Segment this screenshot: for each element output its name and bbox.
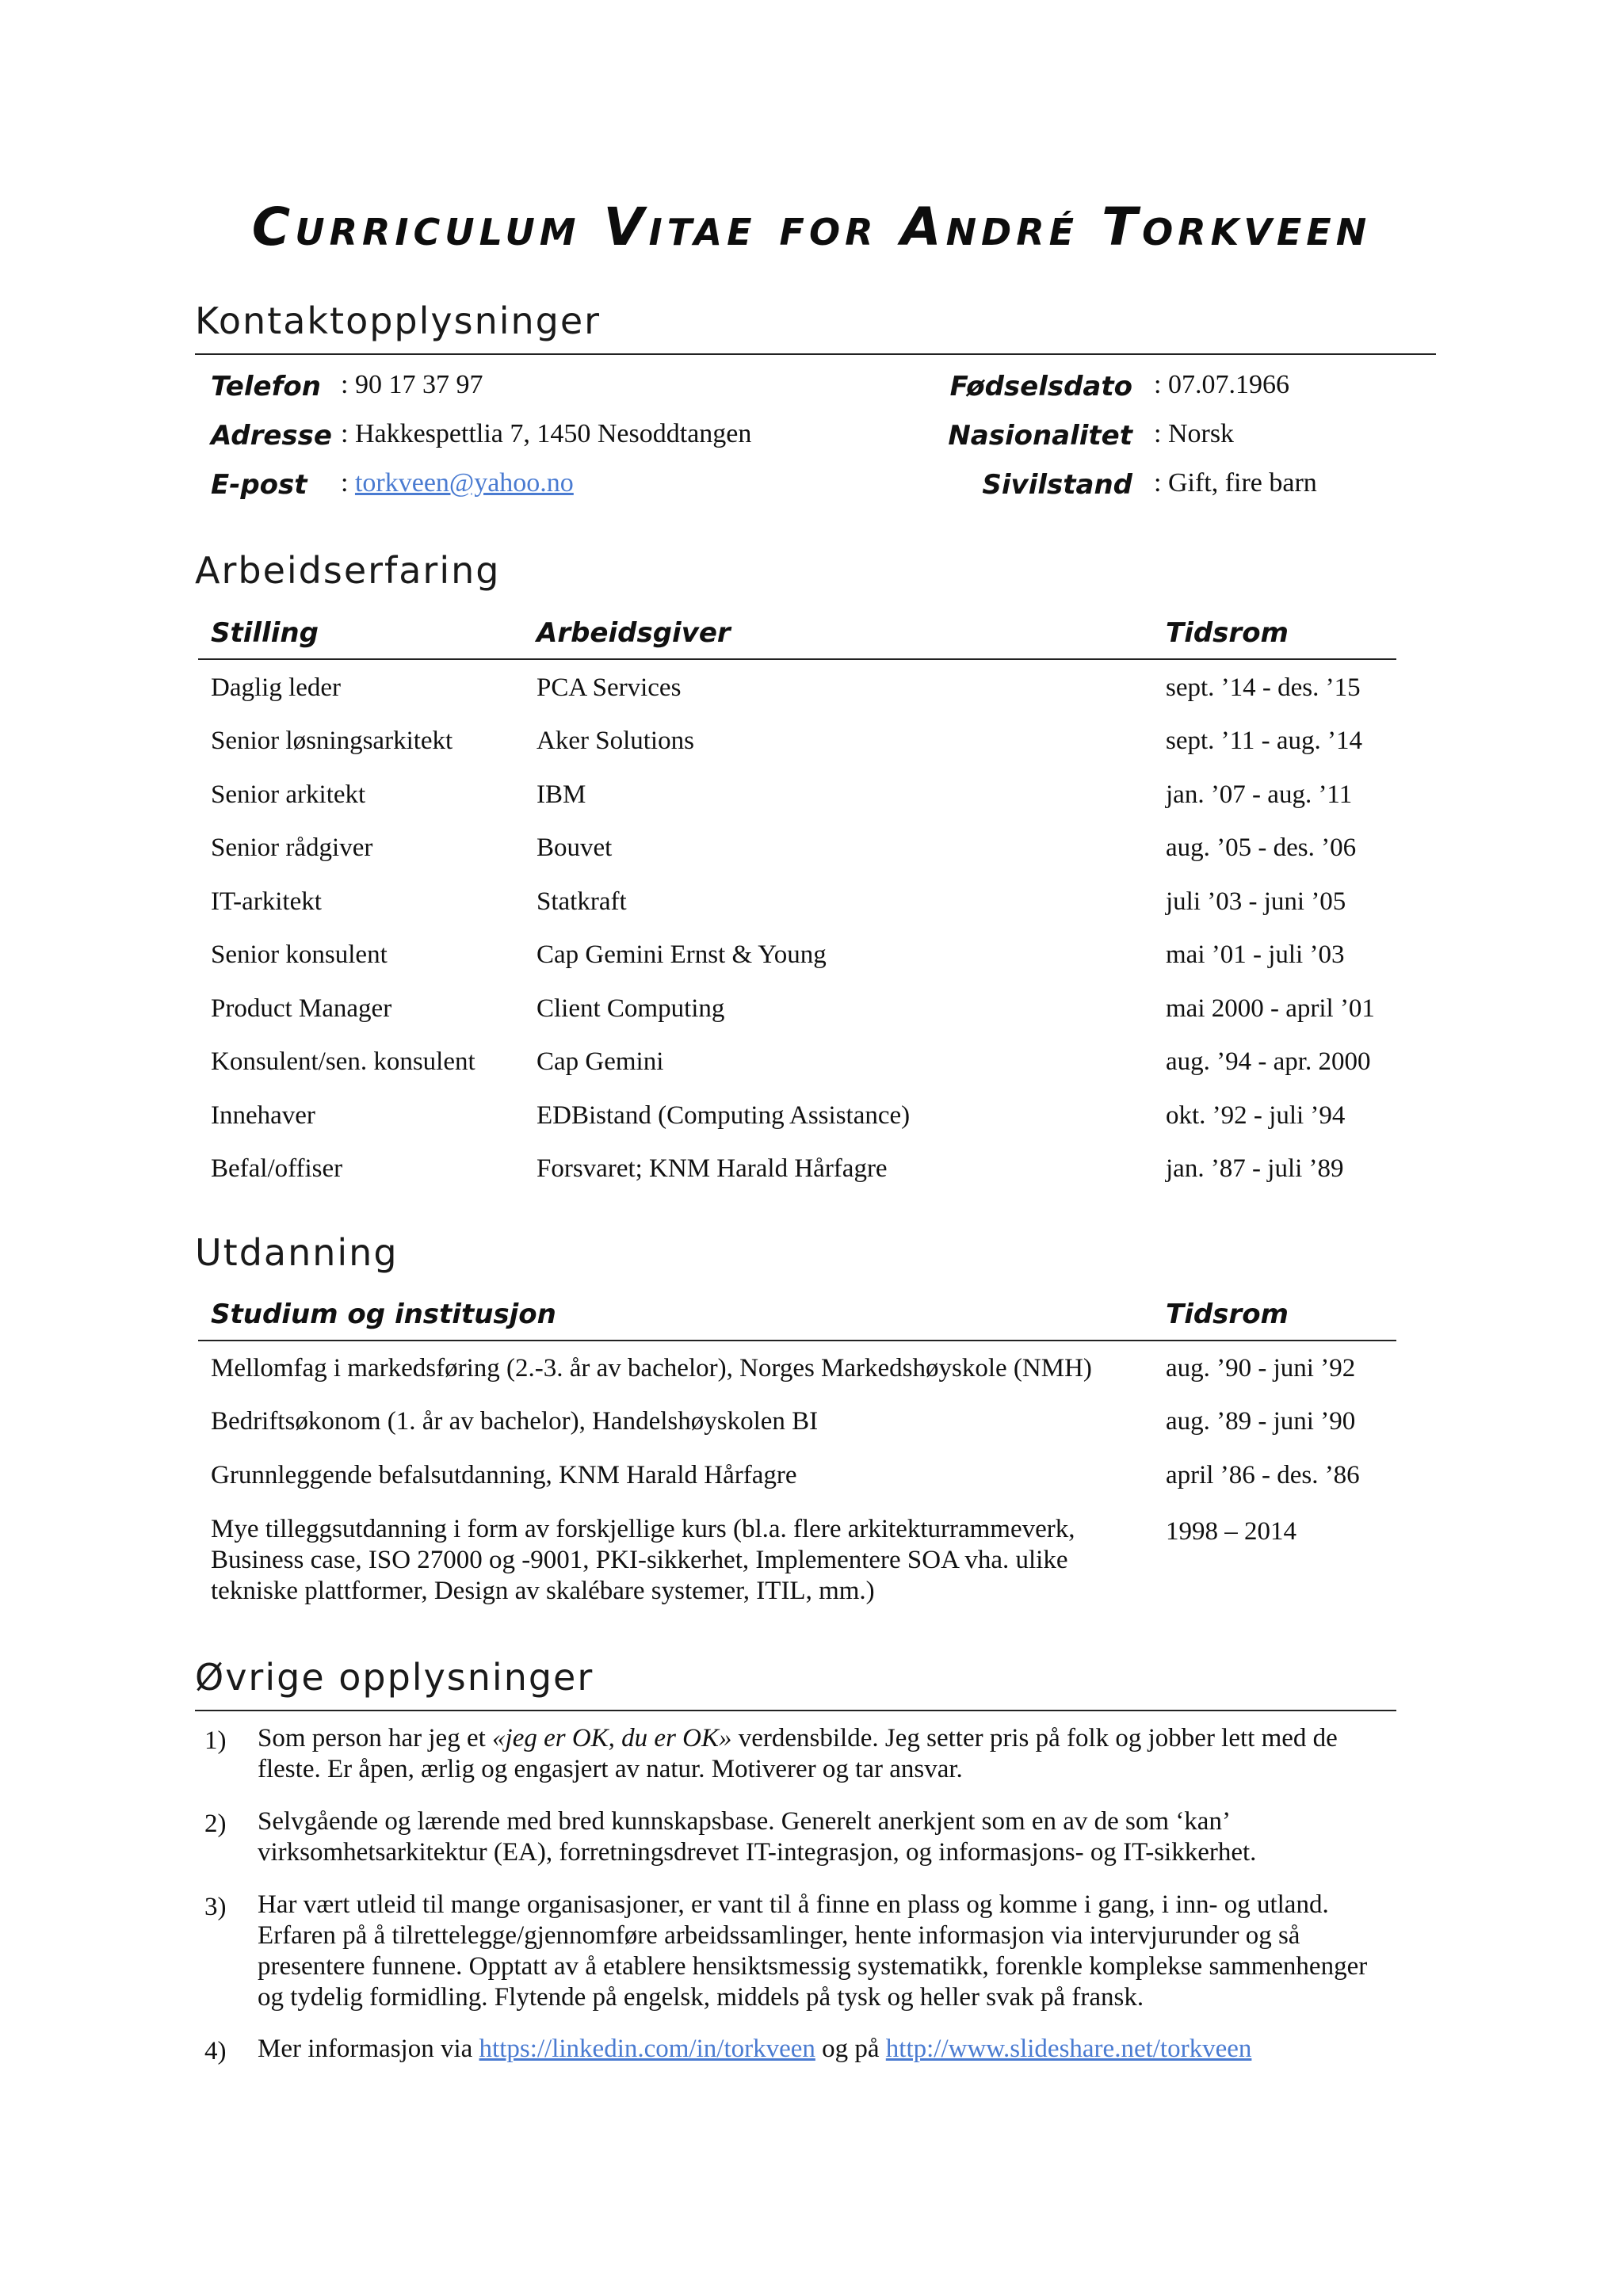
table-row-employer: PCA Services — [537, 673, 682, 702]
label-adresse: Adresse — [211, 420, 332, 452]
value-nasjonalitet: : Norsk — [1154, 419, 1235, 448]
table-row-period: mai ’01 - juli ’03 — [1166, 940, 1345, 969]
table-row-role: Konsulent/sen. konsulent — [211, 1047, 475, 1076]
table-row-period: aug. ’90 - juni ’92 — [1166, 1354, 1356, 1383]
label-fodselsdato: Fødselsdato — [949, 371, 1132, 402]
list-item-text: Mer informasjon via — [258, 2035, 479, 2063]
list-item-number: 4) — [204, 2037, 227, 2065]
value-epost — [341, 470, 574, 497]
table-row-period: juli ’03 - juni ’05 — [1166, 887, 1346, 916]
list-item-number: 2) — [204, 1810, 227, 1838]
table-row-role: Daglig leder — [211, 673, 342, 702]
list-item-text: verdensbilde. Jeg setter pris på folk og jobber lett med de fleste. Er åpen, ærlig og engasjert av natur. Motiverer og tar ansvar. — [258, 1724, 1338, 1783]
section-heading-contact: Kontaktopplysninger — [195, 299, 601, 342]
table-row-role: Senior løsningsarkitekt — [211, 727, 453, 755]
table-row-period: 1998 – 2014 — [1166, 1517, 1296, 1546]
value-adresse: : Hakkespettlia 7, 1450 Nesoddtangen — [341, 419, 752, 448]
list-item-emphasis: «jeg er OK, du er OK» — [492, 1724, 732, 1753]
slideshare-link[interactable]: http://www.slideshare.net/torkveen — [885, 2035, 1252, 2063]
table-row-employer: Statkraft — [537, 887, 627, 916]
col-header-tidsrom-edu: Tidsrom — [1166, 1299, 1289, 1330]
table-row-employer: Aker Solutions — [537, 727, 694, 755]
table-row-period: jan. ’07 - aug. ’11 — [1166, 780, 1353, 809]
col-header-tidsrom: Tidsrom — [1166, 617, 1289, 649]
section-heading-education: Utdanning — [195, 1231, 399, 1274]
table-row-employer: Bouvet — [537, 833, 613, 862]
col-header-arbeidsgiver: Arbeidsgiver — [537, 617, 731, 649]
table-row-period: mai 2000 - april ’01 — [1166, 994, 1375, 1023]
linkedin-link[interactable]: https://linkedin.com/in/torkveen — [479, 2035, 815, 2063]
table-row-period: sept. ’14 - des. ’15 — [1166, 673, 1361, 702]
col-header-stilling: Stilling — [211, 617, 319, 649]
table-row-employer: EDBistand (Computing Assistance) — [537, 1101, 911, 1130]
page-title: Curriculum Vitae for André Torkveen — [251, 196, 1372, 257]
list-item-number: 3) — [204, 1893, 227, 1921]
list-item: Selvgående og lærende med bred kunnskapsbase. Generelt anerkjent som en av de som ‘kan’ virksomhetsarkitektur (EA), forretningsdrevet IT-integrasjon, og informasjons- og IT-sikkerhet. — [258, 1807, 1257, 1867]
table-row-role: Innehaver — [211, 1101, 315, 1130]
value-telefon: : 90 17 37 97 — [341, 370, 483, 399]
table-row-study: Mye tilleggsutdanning i form av forskjellige kurs (bl.a. flere arkitekturrammeverk, Business case, ISO 27000 og -9001, PKI-sikkerhet, Implementere SOA vha. ulike tekniske plattformer, Design av skalébare systemer, ITIL, mm.) — [211, 1515, 1075, 1605]
list-item — [258, 1723, 1383, 1785]
table-row-employer: IBM — [537, 780, 586, 809]
list-item-number: 1) — [204, 1726, 227, 1755]
table-row-role: Product Manager — [211, 994, 392, 1023]
label-telefon: Telefon — [211, 371, 321, 402]
label-sivilstand: Sivilstand — [982, 469, 1132, 501]
value-fodselsdato: : 07.07.1966 — [1154, 370, 1289, 399]
label-epost: E-post — [211, 469, 307, 501]
list-item-text: og på — [815, 2035, 886, 2063]
table-row-employer: Forsvaret; KNM Harald Hårfagre — [537, 1154, 888, 1183]
table-row-study: Bedriftsøkonom (1. år av bachelor), Handelshøyskolen BI — [211, 1407, 819, 1436]
table-row-study: Grunnleggende befalsutdanning, KNM Harald Hårfagre — [211, 1461, 797, 1489]
table-row-period: aug. ’89 - juni ’90 — [1166, 1407, 1356, 1436]
section-heading-other: Øvrige opplysninger — [195, 1656, 594, 1699]
table-row-period: sept. ’11 - aug. ’14 — [1166, 727, 1363, 755]
table-row-employer: Cap Gemini — [537, 1047, 664, 1076]
table-row-study: Mellomfag i markedsføring (2.-3. år av bachelor), Norges Markedshøyskole (NMH) — [211, 1354, 1092, 1383]
table-row-role: Senior rådgiver — [211, 833, 373, 862]
list-item: Har vært utleid til mange organisasjoner, er vant til å finne en plass og komme i gang, i inn- og utland. Erfaren på å tilrettelegge/gjennomføre arbeidssamlinger, hente informasjon via intervjurunder og så presentere funnene. Opptatt av å etablere hensiktsmessig systematikk, forenkle komplekse sammenhenger og tydelig formidling. Flytende på engelsk, middels på tysk og heller svak på fransk. — [258, 1890, 1368, 2012]
table-row-role: Senior arkitekt — [211, 780, 366, 809]
table-row-period: aug. ’94 - apr. 2000 — [1166, 1047, 1371, 1076]
email-link[interactable]: torkveen@yahoo.no — [354, 468, 574, 498]
table-row-period: okt. ’92 - juli ’94 — [1166, 1101, 1346, 1130]
table-row-period: jan. ’87 - juli ’89 — [1166, 1154, 1344, 1183]
table-row-role: Befal/offiser — [211, 1154, 343, 1183]
table-row-employer: Client Computing — [537, 994, 725, 1023]
table-row-role: IT-arkitekt — [211, 887, 322, 916]
table-rule-education — [198, 1340, 1396, 1341]
section-rule-contact — [195, 353, 1436, 355]
label-nasjonalitet: Nasionalitet — [948, 420, 1132, 452]
list-item — [258, 2034, 1383, 2065]
section-rule-other — [195, 1710, 1396, 1711]
table-row-period: april ’86 - des. ’86 — [1166, 1461, 1360, 1489]
table-row-period: aug. ’05 - des. ’06 — [1166, 833, 1357, 862]
epost-prefix: : — [341, 468, 355, 498]
col-header-studium: Studium og institusjon — [211, 1299, 556, 1330]
table-row-employer: Cap Gemini Ernst & Young — [537, 940, 827, 969]
section-heading-experience: Arbeidserfaring — [195, 549, 501, 592]
value-sivilstand: : Gift, fire barn — [1154, 468, 1317, 498]
table-row-role: Senior konsulent — [211, 940, 388, 969]
table-rule-experience — [198, 658, 1396, 660]
list-item-text: Som person har jeg et — [258, 1724, 493, 1753]
